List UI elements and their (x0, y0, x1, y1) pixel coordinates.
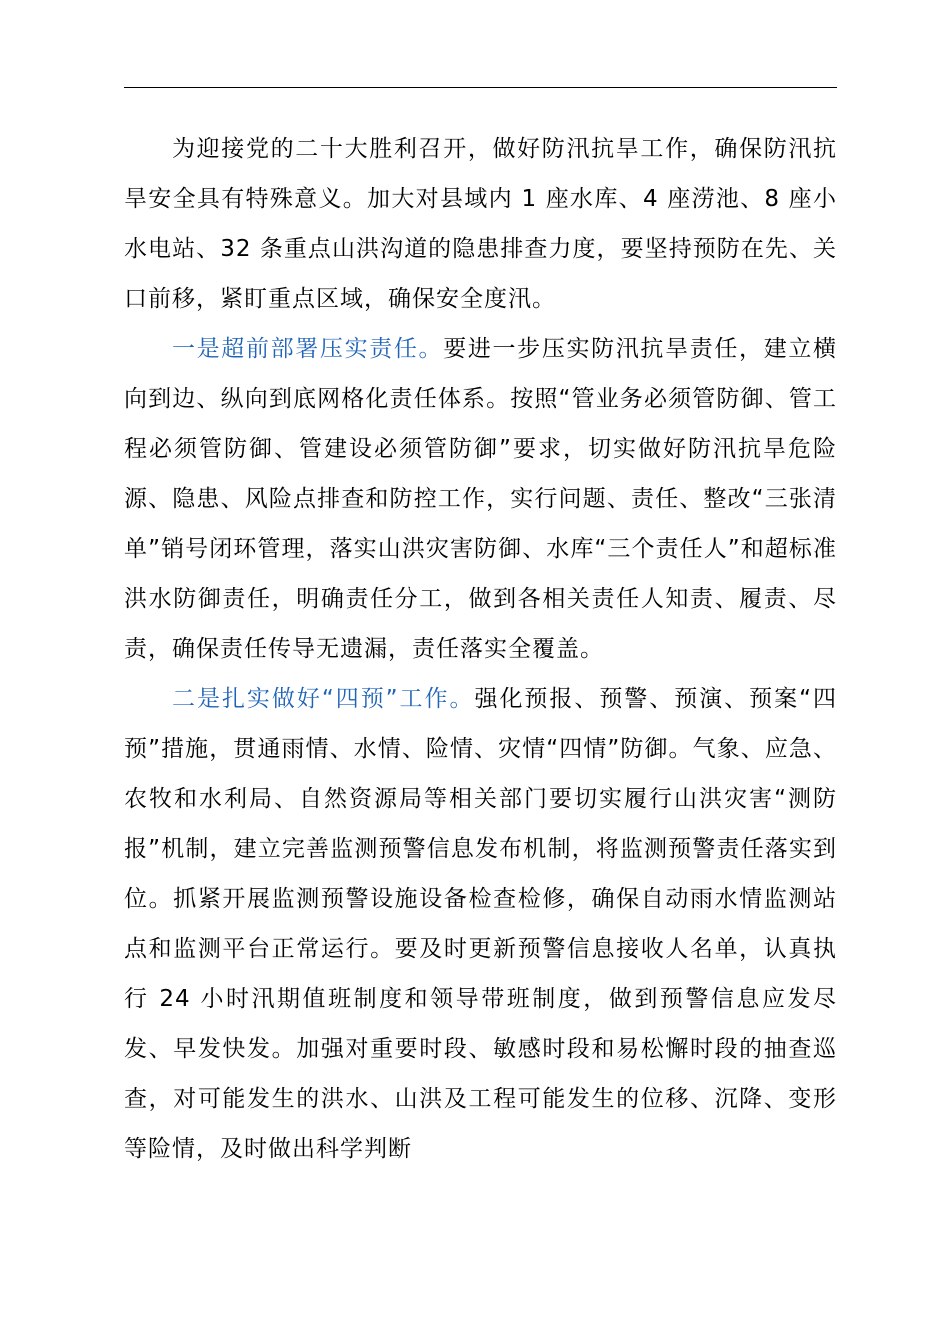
paragraph-responsibility-text: 要进一步压实防汛抗旱责任，建立横向到边、纵向到底网格化责任体系。按照“管业务必须管防御、管工程必须管防御、管建设必须管防御”要求，切实做好防汛抗旱危险源、隐患、风险点排查和防控工作，实行问题、责任、整改“三张清单”销号闭环管理，落实山洪灾害防御、水库“三个责任人”和超标准洪水防御责任，明确责任分工，做到各相关责任人知责、履责、尽责，确保责任传导无遗漏，责任落实全覆盖。 (124, 336, 838, 662)
header-rule (124, 87, 837, 88)
paragraph-four-pre (124, 674, 837, 1174)
section-heading-responsibility: 一是超前部署压实责任。 (172, 336, 444, 362)
paragraph-intro-text: 为迎接党的二十大胜利召开，做好防汛抗旱工作，确保防汛抗旱安全具有特殊意义。加大对县域内 1 座水库、4 座涝池、8 座小水电站、32 条重点山洪沟道的隐患排查力度，要坚持预防在先、关口前移，紧盯重点区域，确保安全度汛。 (124, 136, 837, 312)
section-heading-four-pre: 二是扎实做好“四预”工作。 (172, 686, 475, 712)
paragraph-responsibility (124, 324, 837, 674)
paragraph-intro (124, 124, 837, 324)
document-body (124, 124, 837, 1174)
paragraph-four-pre-text: 强化预报、预警、预演、预案“四预”措施，贯通雨情、水情、险情、灾情“四情”防御。气象、应急、农牧和水利局、自然资源局等相关部门要切实履行山洪灾害“测防报”机制，建立完善监测预警信息发布机制，将监测预警责任落实到位。抓紧开展监测预警设施设备检查检修，确保自动雨水情监测站点和监测平台正常运行。要及时更新预警信息接收人名单，认真执行 24 小时汛期值班制度和领导带班制度，做到预警信息应发尽发、早发快发。加强对重要时段、敏感时段和易松懈时段的抽查巡查，对可能发生的洪水、山洪及工程可能发生的位移、沉降、变形等险情，及时做出科学判断 (124, 686, 837, 1162)
